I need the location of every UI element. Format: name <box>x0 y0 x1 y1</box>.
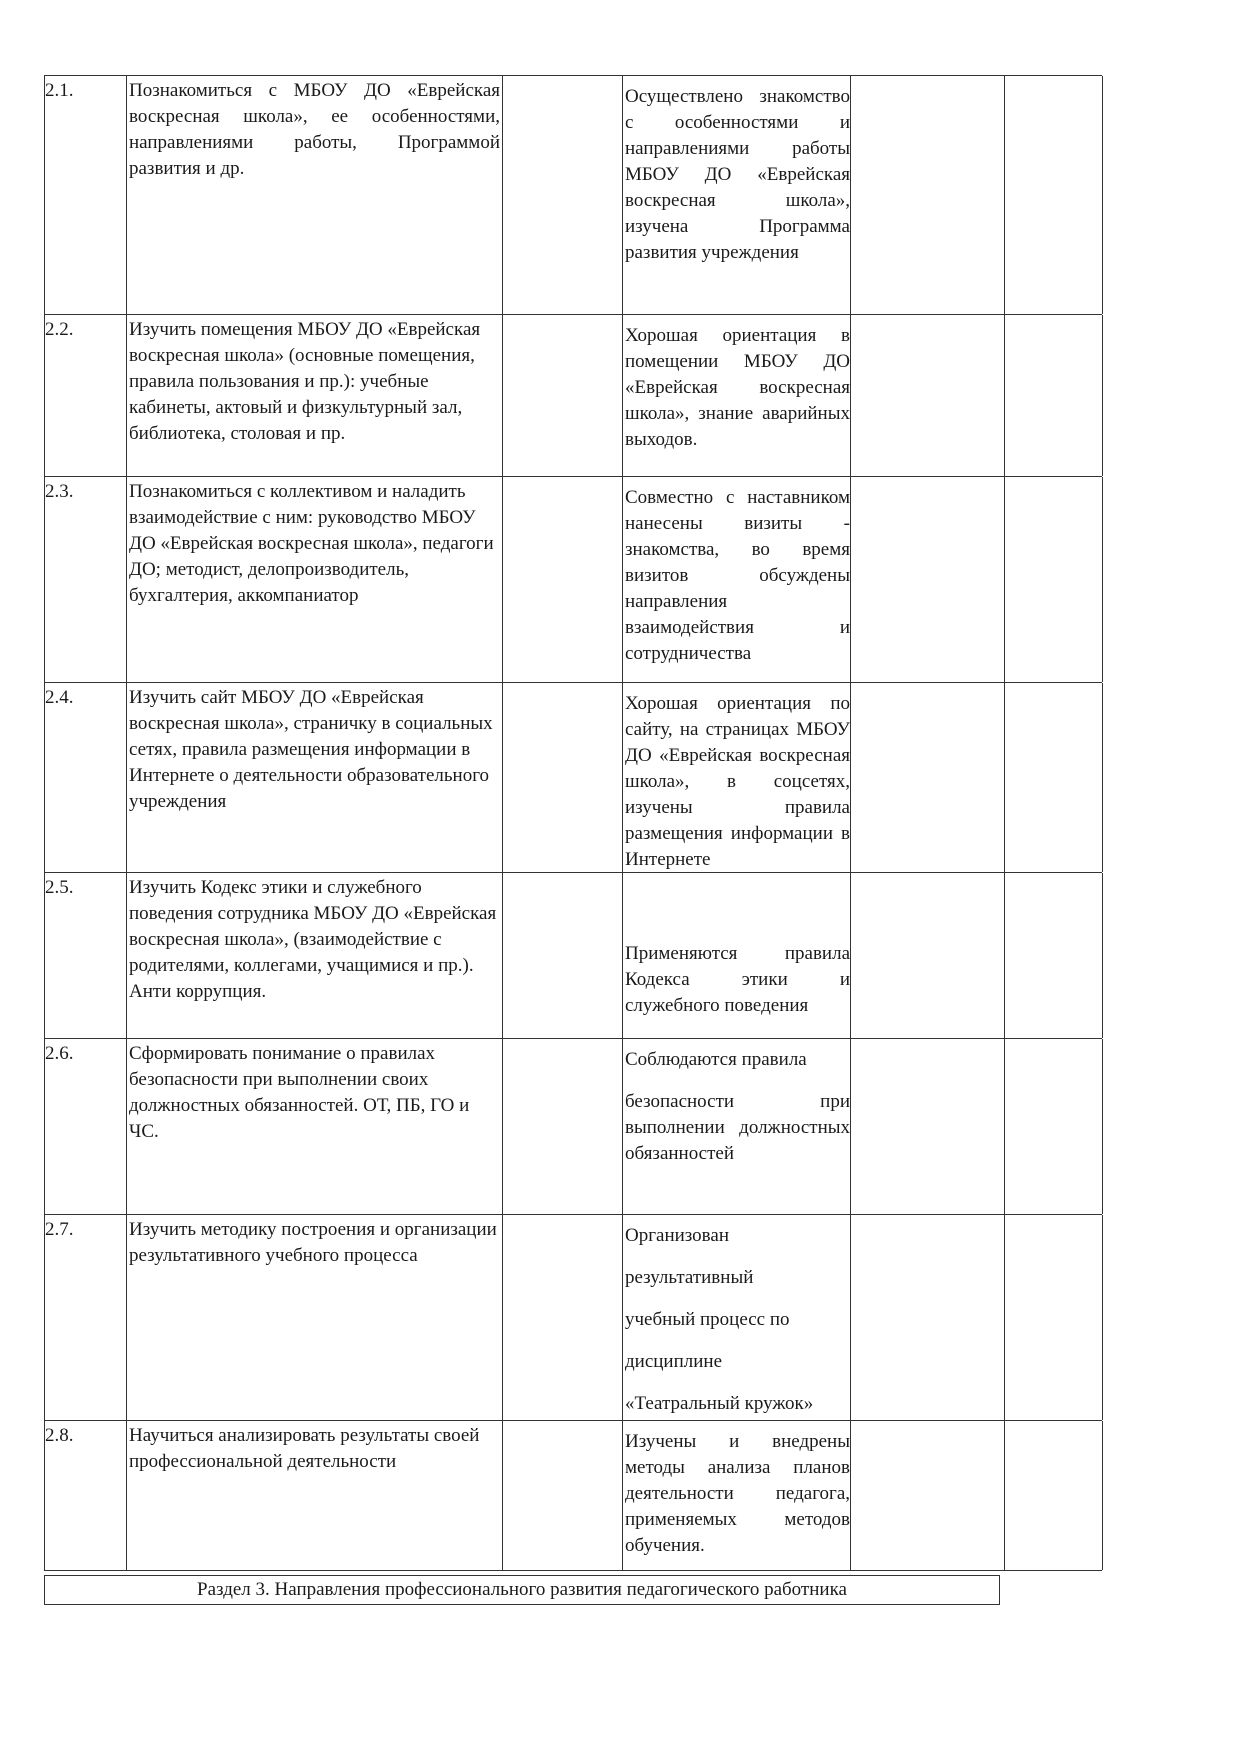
row-number: 2.1. <box>45 76 127 314</box>
row-number: 2.6. <box>45 1039 127 1214</box>
result-text: безопасности при выполнении должностных обязанностей <box>625 1091 850 1164</box>
empty-cell <box>851 76 1005 314</box>
empty-cell <box>1005 873 1103 1038</box>
empty-cell <box>503 1039 623 1214</box>
empty-cell <box>851 1421 1005 1570</box>
table-row <box>44 1215 1102 1421</box>
table-row <box>44 683 1102 873</box>
task-cell: Познакомиться с МБОУ ДО «Еврейская воскресная школа», ее особенностями, направлениями работы, Программой развития и др. <box>127 76 503 314</box>
result-cell <box>623 1421 851 1570</box>
result-text: Применяются правила Кодекса этики и служебного поведения <box>625 943 850 1016</box>
result-text: Осуществлено знакомство с особенностями и направлениями работы МБОУ ДО «Еврейская воскресная школа», изучена Программа развития учреждения <box>625 86 850 263</box>
empty-cell <box>1005 1421 1103 1570</box>
empty-cell <box>851 477 1005 682</box>
result-text: Организован <box>625 1225 729 1246</box>
result-text: Хорошая ориентация по сайту, на страницах МБОУ ДО «Еврейская воскресная школа», в соцсетях, изучены правила размещения информации в Интернете <box>625 693 850 870</box>
task-cell: Сформировать понимание о правилах безопасности при выполнении своих должностных обязанностей. ОТ, ПБ, ГО и ЧС. <box>127 1039 503 1214</box>
empty-cell <box>503 873 623 1038</box>
row-number: 2.3. <box>45 477 127 682</box>
table-row <box>44 75 1102 315</box>
empty-cell <box>1005 76 1103 314</box>
section-heading: Раздел 3. Направления профессионального развития педагогического работника <box>44 1575 1000 1605</box>
empty-cell <box>1005 1039 1103 1214</box>
row-number: 2.7. <box>45 1215 127 1420</box>
empty-cell <box>851 683 1005 872</box>
table-row <box>44 873 1102 1039</box>
result-text: Совместно с наставником нанесены визиты - знакомства, во время визитов обсуждены направления взаимодействия и сотрудничества <box>625 487 850 664</box>
result-cell <box>623 76 851 314</box>
empty-cell <box>1005 477 1103 682</box>
empty-cell <box>1005 683 1103 872</box>
empty-cell <box>503 76 623 314</box>
task-cell: Научиться анализировать результаты своей профессиональной деятельности <box>127 1421 503 1570</box>
result-cell <box>623 683 851 872</box>
result-cell <box>623 315 851 476</box>
result-text: Соблюдаются правила <box>625 1049 807 1070</box>
result-text: Хорошая ориентация в помещении МБОУ ДО «Еврейская воскресная школа», знание аварийных выходов. <box>625 325 850 450</box>
result-cell <box>623 477 851 682</box>
row-number: 2.2. <box>45 315 127 476</box>
row-number: 2.8. <box>45 1421 127 1570</box>
empty-cell <box>503 315 623 476</box>
empty-cell <box>1005 1215 1103 1420</box>
table-row <box>44 1421 1102 1571</box>
empty-cell <box>503 1215 623 1420</box>
task-cell: Изучить сайт МБОУ ДО «Еврейская воскресная школа», страничку в социальных сетях, правила размещения информации в Интернете о деятельности образовательного учреждения <box>127 683 503 872</box>
empty-cell <box>851 1215 1005 1420</box>
empty-cell <box>851 1039 1005 1214</box>
result-cell <box>623 1215 851 1420</box>
empty-cell <box>851 315 1005 476</box>
plan-table <box>44 75 1102 1571</box>
table-row <box>44 1039 1102 1215</box>
empty-cell <box>851 873 1005 1038</box>
result-text: дисциплине <box>625 1351 723 1372</box>
empty-cell <box>503 477 623 682</box>
table-row <box>44 477 1102 683</box>
empty-cell <box>503 1421 623 1570</box>
row-number: 2.5. <box>45 873 127 1038</box>
result-text: учебный процесс по <box>625 1309 790 1330</box>
empty-cell <box>503 683 623 872</box>
result-text: «Театральный кружок» <box>625 1393 814 1414</box>
result-cell <box>623 873 851 1038</box>
result-text: результативный <box>625 1267 754 1288</box>
task-cell: Изучить методику построения и организации результативного учебного процесса <box>127 1215 503 1420</box>
result-cell <box>623 1039 851 1214</box>
task-cell: Изучить помещения МБОУ ДО «Еврейская воскресная школа» (основные помещения, правила пользования и пр.): учебные кабинеты, актовый и физкультурный зал, библиотека, столовая и пр. <box>127 315 503 476</box>
task-cell: Познакомиться с коллективом и наладить взаимодействие с ним: руководство МБОУ ДО «Еврейская воскресная школа», педагоги ДО; методист, делопроизводитель, бухгалтерия, аккомпаниатор <box>127 477 503 682</box>
result-text: Изучены и внедрены методы анализа планов деятельности педагога, применяемых методов обучения. <box>625 1431 850 1556</box>
table-row <box>44 315 1102 477</box>
empty-cell <box>1005 315 1103 476</box>
task-cell: Изучить Кодекс этики и служебного поведения сотрудника МБОУ ДО «Еврейская воскресная школа», (взаимодействие с родителями, коллегами, учащимися и пр.). Анти коррупция. <box>127 873 503 1038</box>
row-number: 2.4. <box>45 683 127 872</box>
